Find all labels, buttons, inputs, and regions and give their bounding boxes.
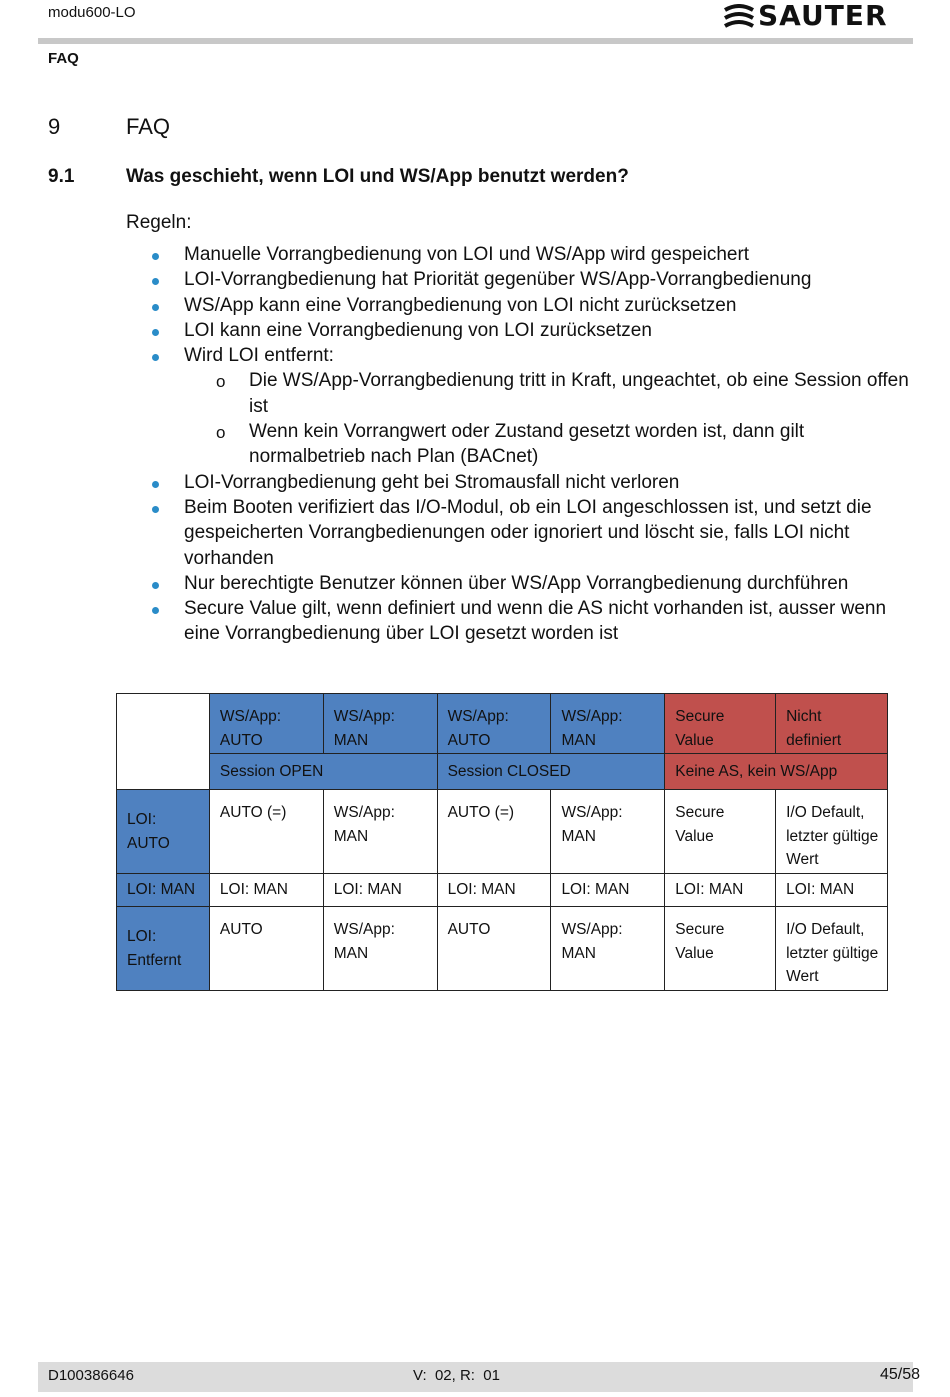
bullet-icon <box>152 354 159 361</box>
table-group-header: Keine AS, kein WS/App <box>665 754 888 790</box>
list-item <box>150 267 920 292</box>
list-item <box>150 596 920 647</box>
sub-bullet-icon: o <box>216 423 226 443</box>
sub-list-item-text: Die WS/App-Vorrangbedienung tritt in Kraft, ungeachtet, ob eine Session offen ist <box>249 370 909 417</box>
list-item <box>150 495 920 571</box>
list-item-text: Nur berechtigte Benutzer können über WS/App Vorrangbedienung durchführen <box>184 572 849 594</box>
list-item-text: Wird LOI entfernt: <box>184 345 334 367</box>
list-item-text: LOI kann eine Vorrangbedienung von LOI zurücksetzen <box>184 319 652 341</box>
heading2-number: 9.1 <box>48 166 75 187</box>
heading1-number: 9 <box>48 114 61 139</box>
table-header-cell: WS/App: AUTO <box>209 694 323 754</box>
table-cell: AUTO <box>209 907 323 991</box>
list-item-text: Beim Booten verifiziert das I/O-Modul, ob ein LOI angeschlossen ist, und setzt die gespeicherten Vorrangbedienungen oder ignoriert und löscht sie, falls LOI nicht vorhanden <box>184 496 872 569</box>
list-item <box>150 571 920 596</box>
bullet-icon <box>152 481 159 488</box>
table-cell: LOI: MAN <box>551 874 665 907</box>
bullet-icon <box>152 607 159 614</box>
table-cell: I/O Default, letzter gültige Wert <box>776 790 888 874</box>
list-item-text: WS/App kann eine Vorrangbedienung von LOI nicht zurücksetzen <box>184 294 737 316</box>
table-header-cell: Nicht definiert <box>776 694 888 754</box>
table-row <box>117 790 888 874</box>
table-cell: AUTO (=) <box>437 790 551 874</box>
table-group-header: Session OPEN <box>209 754 437 790</box>
list-item <box>150 343 920 368</box>
table-header-cell: Secure Value <box>665 694 776 754</box>
list-item <box>150 318 920 343</box>
override-priority-table <box>116 693 888 991</box>
sub-list-item <box>150 419 920 470</box>
table-row <box>117 907 888 991</box>
table-cell: LOI: MAN <box>209 874 323 907</box>
list-item <box>150 470 920 495</box>
table-header-cell: WS/App: MAN <box>323 694 437 754</box>
heading1-title: FAQ <box>126 114 171 139</box>
rules-label: Regeln: <box>126 212 192 233</box>
sauter-logo-icon <box>722 4 756 34</box>
table-row-header: LOI: AUTO <box>117 790 210 874</box>
table-row <box>117 754 888 790</box>
list-item-text: Secure Value gilt, wenn definiert und wenn die AS nicht vorhanden ist, ausser wenn eine Vorrangbedienung über LOI gesetzt worden ist <box>184 598 887 645</box>
table-cell: LOI: MAN <box>437 874 551 907</box>
table-group-header: Session CLOSED <box>437 754 665 790</box>
bullet-icon <box>152 582 159 589</box>
bullet-icon <box>152 278 159 285</box>
sub-list-item-text: Wenn kein Vorrangwert oder Zustand gesetzt worden ist, dann gilt normalbetrieb nach Plan (BACnet) <box>249 421 805 468</box>
table-header-cell: WS/App: MAN <box>551 694 665 754</box>
table-cell: LOI: MAN <box>776 874 888 907</box>
table-cell: LOI: MAN <box>665 874 776 907</box>
table-header-cell: WS/App: AUTO <box>437 694 551 754</box>
list-item <box>150 242 920 267</box>
sub-bullet-icon: o <box>216 372 226 392</box>
sauter-logo <box>722 2 902 34</box>
list-item-text: Manuelle Vorrangbedienung von LOI und WS/App wird gespeichert <box>184 244 750 265</box>
version-info: V: 02, R: 01 <box>413 1367 500 1384</box>
header-rule <box>38 38 913 44</box>
table-cell: AUTO <box>437 907 551 991</box>
list-item-text: LOI-Vorrangbedienung hat Priorität gegenüber WS/App-Vorrangbedienung <box>184 269 812 291</box>
table-cell: LOI: MAN <box>323 874 437 907</box>
bullet-icon <box>152 506 159 513</box>
table-row <box>117 694 888 754</box>
table-cell: WS/App: MAN <box>551 907 665 991</box>
table-cell: AUTO (=) <box>209 790 323 874</box>
list-item-text: LOI-Vorrangbedienung geht bei Stromausfall nicht verloren <box>184 471 680 493</box>
bullet-icon <box>152 304 159 311</box>
table-cell: I/O Default, letzter gültige Wert <box>776 907 888 991</box>
table-row <box>117 874 888 907</box>
logo-wordmark: SAUTER <box>758 0 888 32</box>
sub-list-item <box>150 368 920 419</box>
page-number: 45/58 <box>880 1366 921 1383</box>
document-name: modu600-LO <box>48 4 136 21</box>
heading2-title: Was geschieht, wenn LOI und WS/App benutzt werden? <box>126 166 629 187</box>
table-cell: Secure Value <box>665 790 776 874</box>
section-label: FAQ <box>48 50 79 67</box>
table-cell: Secure Value <box>665 907 776 991</box>
table-row-header: LOI: MAN <box>117 874 210 907</box>
table-cell: WS/App: MAN <box>551 790 665 874</box>
document-number: D100386646 <box>48 1367 134 1384</box>
table-corner-cell <box>117 694 210 790</box>
table-cell: WS/App: MAN <box>323 790 437 874</box>
list-item <box>150 293 920 318</box>
bullet-icon <box>152 329 159 336</box>
table-cell: WS/App: MAN <box>323 907 437 991</box>
bullet-icon <box>152 253 159 260</box>
rules-list <box>150 242 920 647</box>
table-row-header: LOI: Entfernt <box>117 907 210 991</box>
